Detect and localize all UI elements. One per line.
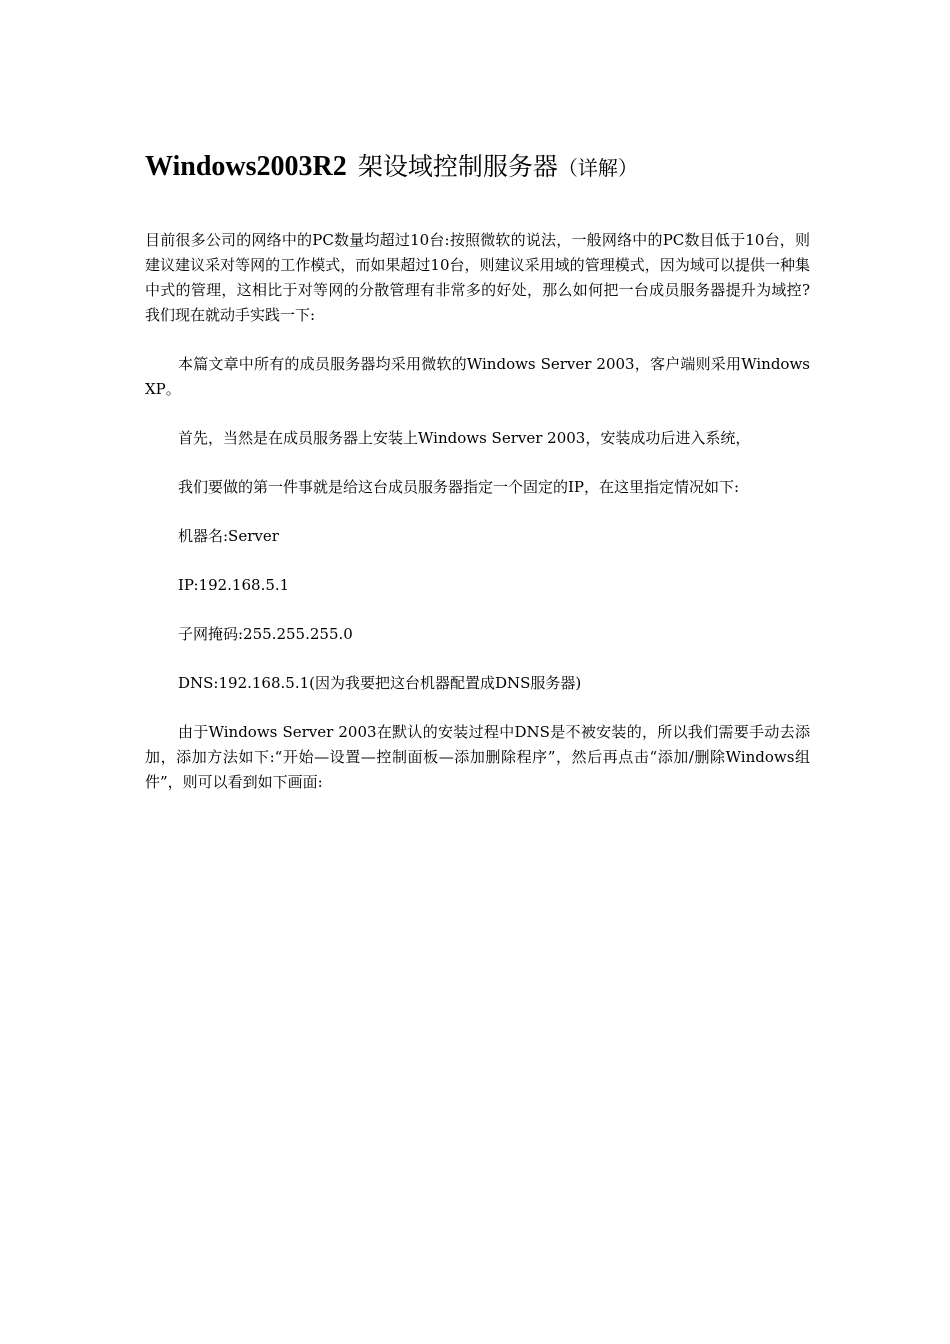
- title-subtitle: （详解）: [557, 156, 638, 180]
- title-chinese: 架设域控制服务器: [357, 152, 558, 181]
- paragraph-environment: 本篇文章中所有的成员服务器均采用微软的Windows Server 2003，客户端则采用Windows XP。: [145, 355, 810, 398]
- config-ip: IP:192.168.5.1: [178, 576, 290, 594]
- config-dns: DNS:192.168.5.1(因为我要把这台机器配置成DNS服务器): [178, 674, 582, 692]
- paragraph-ip-intro: 我们要做的第一件事就是给这台成员服务器指定一个固定的IP，在这里指定情况如下:: [178, 478, 740, 496]
- title-main: Windows2003R2: [145, 151, 347, 182]
- paragraph-dns-install: 由于Windows Server 2003在默认的安装过程中DNS是不被安装的，所以我们需要手动去添加，添加方法如下:“开始—设置—控制面板—添加删除程序”，然后再点击“添加/删除Windows组件”，则可以看到如下画面:: [145, 723, 810, 791]
- paragraph-install: 首先，当然是在成员服务器上安装上Windows Server 2003，安装成功后进入系统，: [178, 429, 751, 447]
- document-title: [145, 144, 638, 188]
- document-body: [145, 228, 810, 819]
- paragraph-intro: 目前很多公司的网络中的PC数量均超过10台:按照微软的说法，一般网络中的PC数目低于10台，则建议建议采对等网的工作模式，而如果超过10台，则建议采用域的管理模式，因为域可以提供一种集中式的管理，这相比于对等网的分散管理有非常多的好处，那么如何把一台成员服务器提升为域控?我们现在就动手实践一下:: [145, 231, 810, 324]
- config-subnet-mask: 子网掩码:255.255.255.0: [178, 625, 353, 643]
- config-machine-name: 机器名:Server: [178, 527, 279, 545]
